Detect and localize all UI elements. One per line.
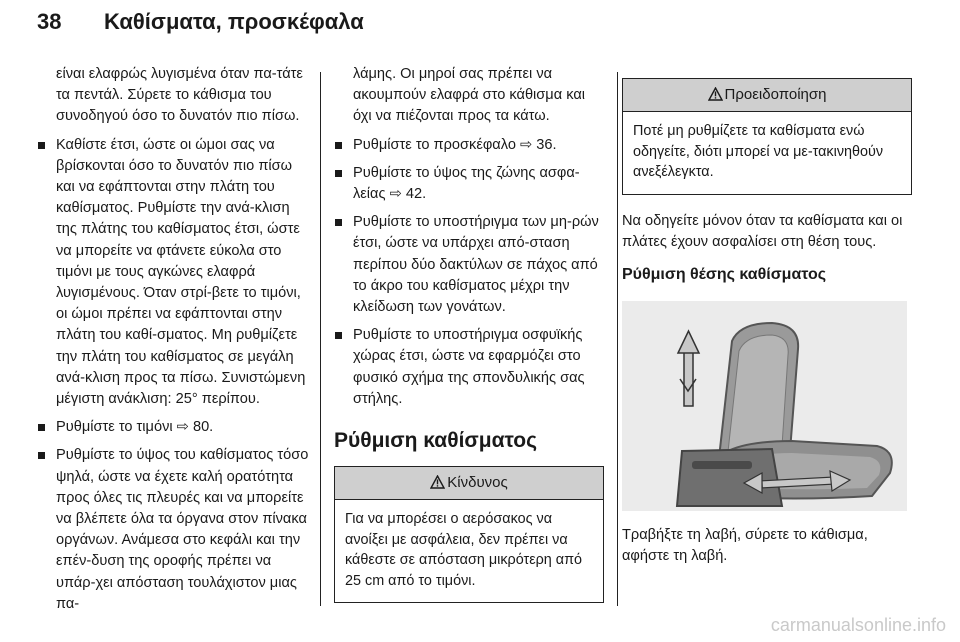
column-divider bbox=[617, 72, 618, 606]
danger-box-title: Κίνδυνος bbox=[447, 474, 508, 492]
warning-box-text: Ποτέ μη ρυθμίζετε τα καθίσματα ενώ οδηγείτε, διότι μπορεί να με-τακινηθούν ανεξέλεγκτα. bbox=[633, 123, 884, 180]
warning-box bbox=[622, 78, 912, 195]
seat-adjustment-illustration bbox=[622, 301, 907, 511]
bullet-item: Ρυθμίστε το ύψος της ζώνης ασφα-λείας ⇨ 42. bbox=[334, 163, 604, 205]
page-number: 38 bbox=[37, 9, 62, 34]
page-title: Καθίσματα, προσκέφαλα bbox=[104, 9, 364, 34]
bullet-item: Καθίστε έτσι, ώστε οι ώμοι σας να βρίσκονται όσο το δυνατόν πιο πίσω και να εφάπτονται στην πλάτη του καθίσματος. Ρυθμίστε την ανά-κλιση της πλάτης του καθίσματος έτσι, ώστε να μπορείτε να φτάνετε εύκολα στο τιμόνι με τους αγκώνες ελαφρά λυγισμένους. Όταν στρί-βετε το τιμόνι, οι ώμοι πρέπει να εφάπτονται στην πλάτη του καθί-σματος. Μη ρυθμίζετε την πλάτη του καθίσματος σε μεγάλη ανά-κλιση προς τα πίσω. Συνιστώμενη μέγιστη ανάκλιση: 25° περίπου. bbox=[37, 135, 309, 411]
watermark: carmanualsonline.info bbox=[770, 615, 946, 635]
subsection-heading: Ρύθμιση θέσης καθίσματος bbox=[622, 265, 827, 283]
warning-box-title: Προειδοποίηση bbox=[724, 86, 827, 103]
seat-illustration-svg bbox=[622, 301, 907, 511]
bullet-item: Ρυθμίστε το προσκέφαλο ⇨ 36. bbox=[334, 135, 604, 156]
bullet-item: Ρυθμίστε το τιμόνι ⇨ 80. bbox=[37, 417, 309, 438]
bullet-item: Ρυθμίστε το υποστήριγμα οσφυϊκής χώρας έτσι, ώστε να εφαρμόζει στο φυσικό σχήμα της σπονδυλικής σας στήλης. bbox=[334, 325, 604, 410]
column-2 bbox=[334, 64, 604, 603]
bullet-item: Ρυθμίστε το υποστήριγμα των μη-ρών έτσι, ώστε να υπάρχει από-σταση περίπου δύο δακτύλων σε πάχος από το άκρο του καθίσματος μέχρι την κλείδωση των γονάτων. bbox=[334, 212, 604, 318]
column-1 bbox=[37, 64, 309, 615]
danger-box bbox=[334, 466, 604, 603]
section-heading: Ρύθμιση καθίσματος bbox=[334, 429, 538, 453]
column-divider bbox=[320, 72, 321, 606]
warning-triangle-icon bbox=[430, 469, 445, 501]
page-header bbox=[0, 0, 960, 44]
figure-caption: Τραβήξτε τη λαβή, σύρετε το κάθισμα, αφήστε τη λαβή. bbox=[622, 526, 868, 565]
warning-box-header bbox=[623, 79, 911, 112]
bullet-item: Ρυθμίστε το ύψος του καθίσματος τόσο ψηλά, ώστε να έχετε καλή ορατότητα προς όλες τις πλευρές και να μπορείτε να βλέπετε όλα τα όργανα στον πίνακα οργάνων. Ανάμεσα στο κεφάλι και την επέν-δυση της οροφής πρέπει να υπάρ-χει απόσταση τουλάχιστον μιας πα- bbox=[37, 445, 309, 615]
continued-paragraph: λάμης. Οι μηροί σας πρέπει να ακουμπούν ελαφρά στο κάθισμα και όχι να πιέζονται προς τα κάτω. bbox=[353, 66, 586, 125]
warning-triangle-icon bbox=[708, 81, 723, 113]
danger-box-header bbox=[335, 467, 603, 500]
note-paragraph: Να οδηγείτε μόνον όταν τα καθίσματα και οι πλάτες έχουν ασφαλίσει στη θέση τους. bbox=[622, 212, 903, 250]
column-3 bbox=[622, 78, 912, 567]
danger-box-text: Για να μπορέσει ο αερόσακος να ανοίξει με ασφάλεια, δεν πρέπει να κάθεστε σε απόσταση μικρότερη από 25 cm από το τιμόνι. bbox=[345, 511, 583, 589]
continued-paragraph: είναι ελαφρώς λυγισμένα όταν πα-τάτε τα πεντάλ. Σύρετε το κάθισμα του συνοδηγού όσο το δυνατόν πιο πίσω. bbox=[56, 66, 303, 125]
